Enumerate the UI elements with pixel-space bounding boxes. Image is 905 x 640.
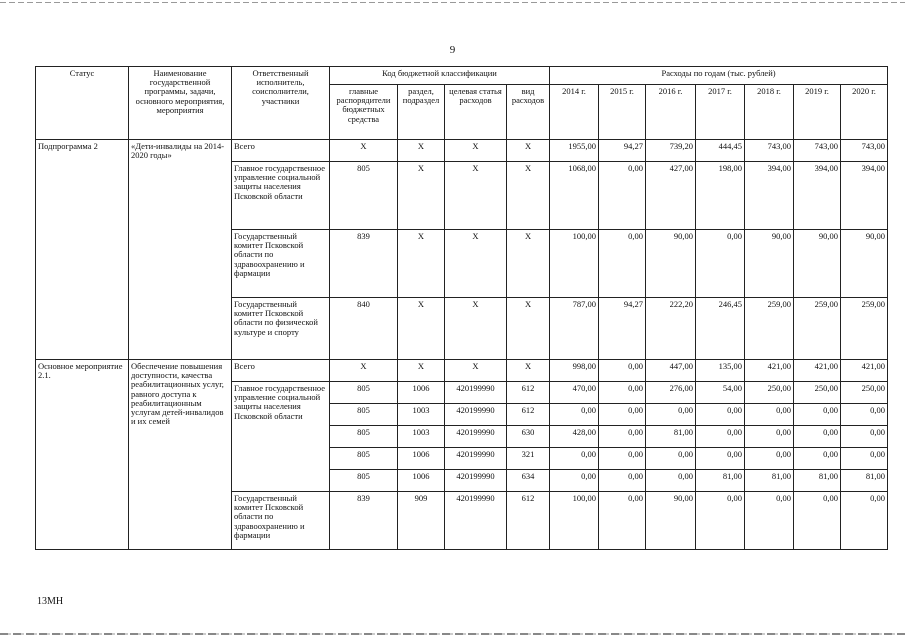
value-cell: 0,00: [599, 360, 646, 382]
responsible-cell: Главное государственное управление социальной защиты населения Псковской области: [232, 162, 330, 230]
type-cell: 612: [507, 382, 550, 404]
value-cell: 81,00: [794, 470, 841, 492]
value-cell: 0,00: [745, 426, 794, 448]
value-cell: 0,00: [550, 448, 599, 470]
value-cell: 0,00: [696, 492, 745, 550]
value-cell: 81,00: [841, 470, 888, 492]
value-cell: 0,00: [841, 448, 888, 470]
responsible-cell: Государственный комитет Псковской области по здравоохранению и фармации: [232, 230, 330, 298]
budget-table: [35, 66, 888, 550]
value-cell: 250,00: [745, 382, 794, 404]
value-cell: 0,00: [841, 426, 888, 448]
section-cell: 1006: [398, 470, 445, 492]
type-cell: 321: [507, 448, 550, 470]
value-cell: 90,00: [646, 492, 696, 550]
value-cell: 0,00: [745, 404, 794, 426]
value-cell: 259,00: [745, 298, 794, 360]
type-cell: 630: [507, 426, 550, 448]
grbs-cell: 805: [330, 382, 398, 404]
value-cell: 787,00: [550, 298, 599, 360]
section-cell: 1006: [398, 448, 445, 470]
header-expenses: Расходы по годам (тыс. рублей): [550, 67, 888, 85]
page-number: 9: [449, 44, 456, 56]
header-year: 2019 г.: [794, 85, 841, 140]
value-cell: 100,00: [550, 230, 599, 298]
value-cell: 0,00: [599, 448, 646, 470]
value-cell: 276,00: [646, 382, 696, 404]
grbs-cell: 805: [330, 404, 398, 426]
header-year: 2015 г.: [599, 85, 646, 140]
header-expense-type: вид расходов: [507, 85, 550, 140]
header-chief-manager: главные распорядители бюджетных средства: [330, 85, 398, 140]
type-cell: Х: [507, 162, 550, 230]
value-cell: 81,00: [696, 470, 745, 492]
type-cell: 612: [507, 492, 550, 550]
grbs-cell: 805: [330, 162, 398, 230]
target-cell: 420199990: [445, 382, 507, 404]
header-name: Наименование государственной программы, задачи, основного мероприятия, мероприятия: [129, 67, 232, 140]
value-cell: 0,00: [599, 382, 646, 404]
value-cell: 135,00: [696, 360, 745, 382]
value-cell: 81,00: [745, 470, 794, 492]
value-cell: 428,00: [550, 426, 599, 448]
table-row: [36, 140, 888, 162]
header-budget-code: Код бюджетной классификации: [330, 67, 550, 85]
value-cell: 0,00: [841, 404, 888, 426]
value-cell: 394,00: [794, 162, 841, 230]
section-cell: Х: [398, 162, 445, 230]
value-cell: 0,00: [794, 492, 841, 550]
value-cell: 198,00: [696, 162, 745, 230]
value-cell: 94,27: [599, 140, 646, 162]
scan-bottom-edge: [0, 633, 905, 635]
responsible-cell: Всего: [232, 360, 330, 382]
grbs-cell: Х: [330, 360, 398, 382]
value-cell: 250,00: [841, 382, 888, 404]
value-cell: 81,00: [646, 426, 696, 448]
value-cell: 0,00: [599, 162, 646, 230]
header-status: Статус: [36, 67, 129, 140]
value-cell: 421,00: [745, 360, 794, 382]
value-cell: 0,00: [696, 448, 745, 470]
grbs-cell: 805: [330, 470, 398, 492]
value-cell: 743,00: [841, 140, 888, 162]
value-cell: 0,00: [745, 448, 794, 470]
header-section: раздел, подраздел: [398, 85, 445, 140]
value-cell: 998,00: [550, 360, 599, 382]
target-cell: 420199990: [445, 492, 507, 550]
section-cell: 1006: [398, 382, 445, 404]
target-cell: Х: [445, 360, 507, 382]
value-cell: 0,00: [599, 404, 646, 426]
value-cell: 90,00: [794, 230, 841, 298]
section-cell: Х: [398, 298, 445, 360]
section-cell: 909: [398, 492, 445, 550]
scan-top-edge: [0, 2, 905, 3]
value-cell: 0,00: [794, 404, 841, 426]
value-cell: 0,00: [599, 470, 646, 492]
value-cell: 743,00: [745, 140, 794, 162]
target-cell: Х: [445, 140, 507, 162]
table-row: [36, 360, 888, 382]
target-cell: 420199990: [445, 470, 507, 492]
target-cell: Х: [445, 162, 507, 230]
value-cell: 0,00: [794, 448, 841, 470]
status-cell: Подпрограмма 2: [36, 140, 129, 360]
value-cell: 90,00: [745, 230, 794, 298]
responsible-cell: Главное государственное управление социальной защиты населения Псковской области: [232, 382, 330, 492]
type-cell: 612: [507, 404, 550, 426]
activity-name-cell: Обеспечение повышения доступности, качества реабилитационных услуг, равного доступа к реабилитационным услугам детей-инвалидов и их семей: [129, 360, 232, 550]
type-cell: 634: [507, 470, 550, 492]
target-cell: 420199990: [445, 448, 507, 470]
value-cell: 0,00: [646, 470, 696, 492]
value-cell: 0,00: [794, 426, 841, 448]
type-cell: Х: [507, 298, 550, 360]
value-cell: 94,27: [599, 298, 646, 360]
footer-code: 13МН: [37, 596, 64, 607]
grbs-cell: 805: [330, 448, 398, 470]
responsible-cell: Всего: [232, 140, 330, 162]
value-cell: 222,20: [646, 298, 696, 360]
target-cell: Х: [445, 230, 507, 298]
grbs-cell: Х: [330, 140, 398, 162]
header-target-article: целевая статья расходов: [445, 85, 507, 140]
value-cell: 0,00: [696, 230, 745, 298]
header-responsible: Ответственный исполнитель, соисполнители, участники: [232, 67, 330, 140]
section-cell: 1003: [398, 404, 445, 426]
value-cell: 54,00: [696, 382, 745, 404]
status-cell: Основное мероприятие 2.1.: [36, 360, 129, 550]
value-cell: 0,00: [841, 492, 888, 550]
header-year: 2017 г.: [696, 85, 745, 140]
section-cell: 1003: [398, 426, 445, 448]
value-cell: 470,00: [550, 382, 599, 404]
value-cell: 246,45: [696, 298, 745, 360]
value-cell: 444,45: [696, 140, 745, 162]
header-year: 2014 г.: [550, 85, 599, 140]
value-cell: 394,00: [841, 162, 888, 230]
section-cell: Х: [398, 140, 445, 162]
value-cell: 0,00: [646, 448, 696, 470]
value-cell: 90,00: [841, 230, 888, 298]
value-cell: 427,00: [646, 162, 696, 230]
value-cell: 0,00: [696, 404, 745, 426]
target-cell: 420199990: [445, 404, 507, 426]
value-cell: 100,00: [550, 492, 599, 550]
header-year: 2016 г.: [646, 85, 696, 140]
type-cell: Х: [507, 230, 550, 298]
responsible-cell: Государственный комитет Псковской области по здравоохранению и фармации: [232, 492, 330, 550]
value-cell: 739,20: [646, 140, 696, 162]
value-cell: 0,00: [696, 426, 745, 448]
value-cell: 447,00: [646, 360, 696, 382]
section-cell: Х: [398, 360, 445, 382]
value-cell: 0,00: [745, 492, 794, 550]
value-cell: 421,00: [841, 360, 888, 382]
value-cell: 0,00: [599, 426, 646, 448]
value-cell: 1068,00: [550, 162, 599, 230]
grbs-cell: 839: [330, 230, 398, 298]
type-cell: Х: [507, 360, 550, 382]
type-cell: Х: [507, 140, 550, 162]
section-cell: Х: [398, 230, 445, 298]
value-cell: 394,00: [745, 162, 794, 230]
value-cell: 0,00: [550, 404, 599, 426]
value-cell: 90,00: [646, 230, 696, 298]
value-cell: 259,00: [841, 298, 888, 360]
value-cell: 0,00: [599, 492, 646, 550]
header-year: 2020 г.: [841, 85, 888, 140]
value-cell: 259,00: [794, 298, 841, 360]
value-cell: 0,00: [646, 404, 696, 426]
target-cell: Х: [445, 298, 507, 360]
value-cell: 250,00: [794, 382, 841, 404]
grbs-cell: 840: [330, 298, 398, 360]
value-cell: 0,00: [550, 470, 599, 492]
value-cell: 743,00: [794, 140, 841, 162]
grbs-cell: 805: [330, 426, 398, 448]
header-year: 2018 г.: [745, 85, 794, 140]
target-cell: 420199990: [445, 426, 507, 448]
responsible-cell: Государственный комитет Псковской области по физической культуре и спорту: [232, 298, 330, 360]
grbs-cell: 839: [330, 492, 398, 550]
value-cell: 1955,00: [550, 140, 599, 162]
value-cell: 421,00: [794, 360, 841, 382]
program-name-cell: «Дети-инвалиды на 2014-2020 годы»: [129, 140, 232, 360]
value-cell: 0,00: [599, 230, 646, 298]
